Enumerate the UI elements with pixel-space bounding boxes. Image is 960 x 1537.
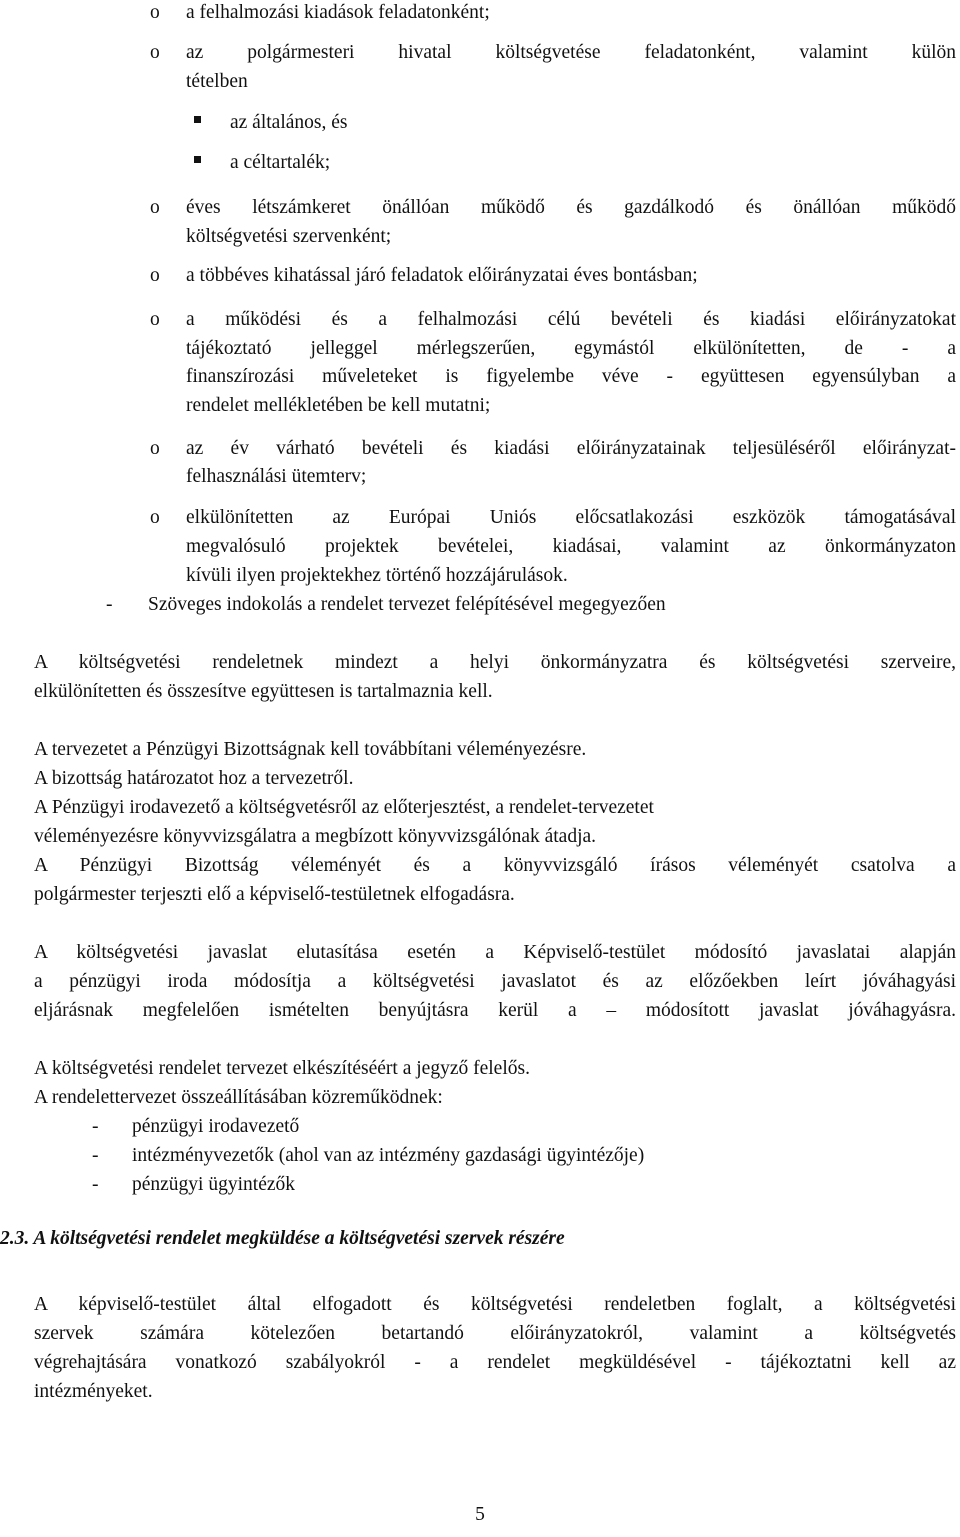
list-item: a felhalmozási kiadások feladatonként;	[186, 2, 490, 23]
list-item-line: tételben	[186, 71, 248, 92]
list-item: intézményvezetők (ahol van az intézmény gazdasági ügyintézője)	[132, 1145, 645, 1166]
paragraph-line: intézményeket.	[34, 1381, 153, 1402]
paragraph-line: A képviselő-testület által elfogadott és költségvetési rendeletben foglalt, a költségvetési	[34, 1294, 956, 1315]
list-item-line: rendelet mellékletében be kell mutatni;	[186, 395, 491, 416]
list-bullet: o	[150, 507, 160, 528]
list-item: pénzügyi ügyintézők	[132, 1174, 295, 1195]
list-bullet: o	[150, 197, 160, 218]
paragraph-line: a pénzügyi iroda módosítja a költségvetési javaslatot és az előzőekben leírt jóváhagyási	[34, 971, 956, 992]
paragraph-line: A költségvetési rendeletnek mindezt a helyi önkormányzatra és költségvetési szerveire,	[34, 652, 956, 673]
square-bullet-icon	[194, 156, 201, 163]
dash-bullet: -	[92, 1145, 99, 1166]
paragraph-line: véleményezésre könyvvizsgálatra a megbízott könyvvizsgálónak átadja.	[34, 826, 597, 847]
paragraph-line: A Pénzügyi Bizottság véleményét és a könyvvizsgáló írásos véleményét csatolva a	[34, 855, 956, 876]
list-item-line: elkülönítetten az Európai Uniós előcsatlakozási eszközök támogatásával	[186, 507, 956, 528]
list-item-line: tájékoztató jelleggel mérlegszerűen, egymástól elkülönítetten, de - a	[186, 338, 956, 359]
list-item-line: a működési és a felhalmozási célú bevételi és kiadási előirányzatokat	[186, 309, 956, 330]
list-item-line: finanszírozási műveleteket is figyelembe véve - együttesen egyensúlyban a	[186, 366, 956, 387]
paragraph-line: végrehajtására vonatkozó szabályokról - a rendelet megküldésével - tájékoztatni kell az	[34, 1352, 956, 1373]
list-item-line: költségvetési szervenként;	[186, 226, 392, 247]
paragraph-line: A Pénzügyi irodavezető a költségvetésről az előterjesztést, a rendelet-tervezetet	[34, 797, 654, 818]
paragraph-line: polgármester terjeszti elő a képviselő-testületnek elfogadásra.	[34, 884, 515, 905]
list-item-line: megvalósuló projektek bevételei, kiadásai, valamint az önkormányzaton	[186, 536, 956, 557]
list-item-line: éves létszámkeret önállóan működő és gazdálkodó és önállóan működő	[186, 197, 956, 218]
section-heading: 2.3. A költségvetési rendelet megküldése a költségvetési szervek részére	[0, 1228, 565, 1249]
paragraph-line: A tervezetet a Pénzügyi Bizottságnak kell továbbítani véleményezésre.	[34, 739, 587, 760]
paragraph-line: elkülönítetten és összesítve együttesen is tartalmaznia kell.	[34, 681, 493, 702]
sub-list-item: a céltartalék;	[230, 152, 331, 173]
square-bullet-icon	[194, 116, 201, 123]
paragraph-line: szervek számára kötelezően betartandó előirányzatokról, valamint a költségvetés	[34, 1323, 956, 1344]
list-bullet: o	[150, 309, 160, 330]
paragraph-line: A bizottság határozatot hoz a tervezetről.	[34, 768, 354, 789]
dash-bullet: -	[106, 594, 113, 615]
list-bullet: o	[150, 265, 160, 286]
dash-bullet: -	[92, 1174, 99, 1195]
list-item-line: az év várható bevételi és kiadási előirányzatainak teljesüléséről előirányzat-	[186, 438, 956, 459]
list-item: a többéves kihatással járó feladatok előirányzatai éves bontásban;	[186, 265, 698, 286]
sub-list-item: az általános, és	[230, 112, 348, 133]
page-number: 5	[475, 1504, 485, 1525]
list-item-line: kívüli ilyen projektekhez történő hozzájárulások.	[186, 565, 568, 586]
list-bullet: o	[150, 42, 160, 63]
list-bullet: o	[150, 438, 160, 459]
paragraph-line: A költségvetési rendelet tervezet elkészítéséért a jegyző felelős.	[34, 1058, 530, 1079]
list-item: Szöveges indokolás a rendelet tervezet felépítésével megegyezően	[148, 594, 666, 615]
dash-bullet: -	[92, 1116, 99, 1137]
list-item-line: az polgármesteri hivatal költségvetése feladatonként, valamint külön	[186, 42, 956, 63]
paragraph-line: A költségvetési javaslat elutasítása esetén a Képviselő-testület módosító javaslatai alapján	[34, 942, 956, 963]
list-bullet: o	[150, 2, 160, 23]
paragraph-line: A rendelettervezet összeállításában közreműködnek:	[34, 1087, 443, 1108]
list-item-line: felhasználási ütemterv;	[186, 466, 367, 487]
paragraph-line: eljárásnak megfelelően ismételten benyújtásra kerül a – módosított javaslat jóváhagyásra.	[34, 1000, 956, 1021]
list-item: pénzügyi irodavezető	[132, 1116, 300, 1137]
